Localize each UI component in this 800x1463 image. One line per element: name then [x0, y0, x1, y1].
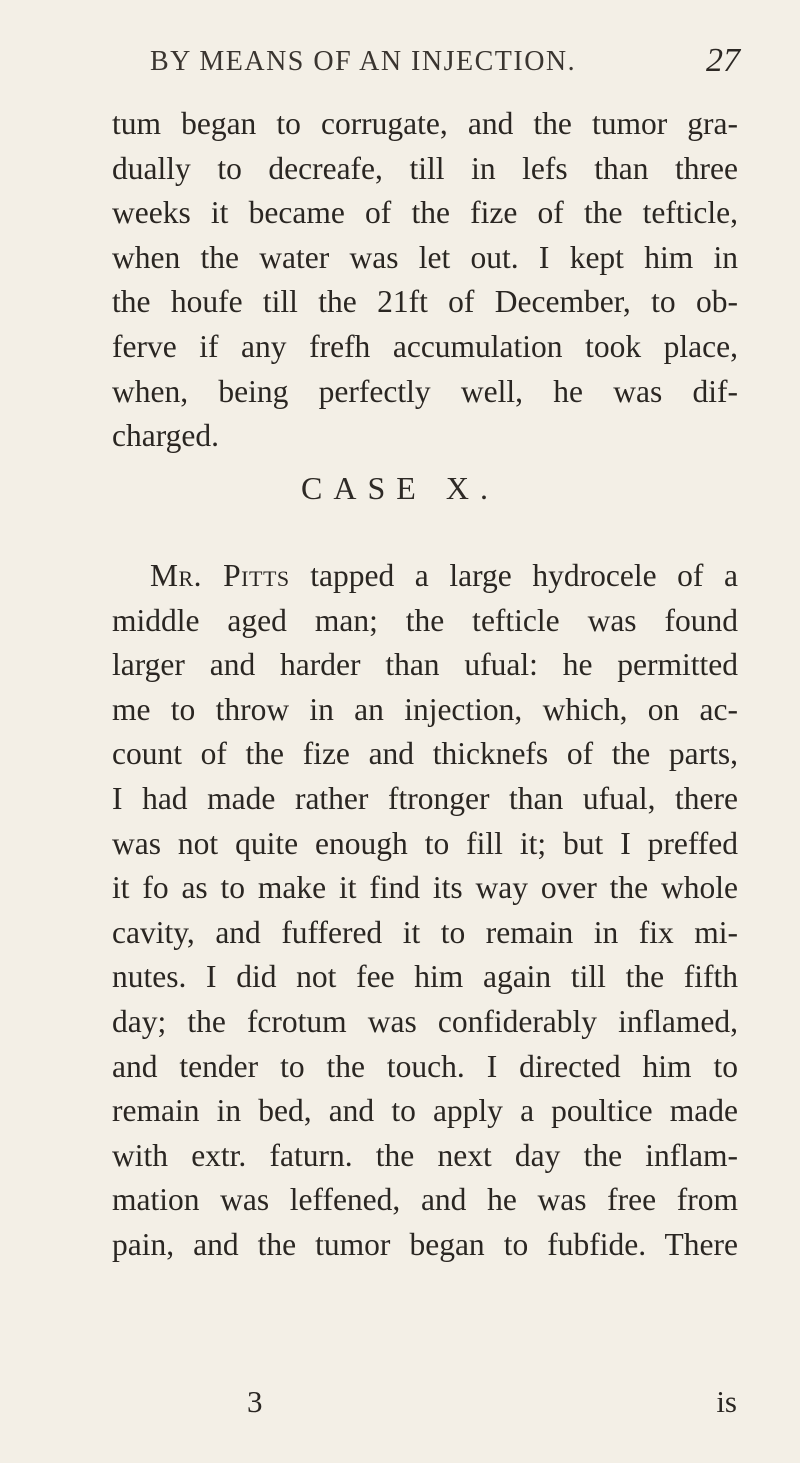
text-line-rest: tapped a large hydrocele of a: [310, 558, 738, 593]
text-line: larger and harder than ufual: he permitted: [112, 647, 738, 683]
text-line: mation was leffened, and he was free from: [112, 1182, 738, 1218]
text-line: with extr. faturn. the next day the inflam-: [112, 1137, 738, 1173]
text-line: the houfe till the 21ft of December, to ob-: [112, 284, 738, 320]
text-line: count of the fize and thicknefs of the parts,: [112, 736, 738, 772]
text-line: cavity, and fuffered it to remain in fix mi-: [112, 914, 738, 950]
text-line: when, being perfectly well, he was dif-: [112, 373, 738, 409]
signature-mark: 3: [247, 1384, 263, 1419]
text-line: weeks it became of the fize of the tefticle,: [112, 195, 738, 231]
running-head: BY MEANS OF AN INJECTION.: [150, 46, 577, 77]
text-line: charged.: [112, 418, 219, 454]
text-line: [112, 554, 738, 599]
catchword: is: [716, 1384, 737, 1419]
case-heading: CASE X.: [301, 470, 499, 506]
text-line: and tender to the touch. I directed him to: [112, 1048, 738, 1084]
author-name: Mr. Pitts: [150, 558, 290, 593]
text-line: middle aged man; the tefticle was found: [112, 602, 738, 638]
text-line: pain, and the tumor began to fubfide. There: [112, 1226, 738, 1262]
text-line: dually to decreafe, till in lefs than three: [112, 150, 738, 186]
text-line: nutes. I did not fee him again till the fifth: [112, 959, 738, 995]
text-line: me to throw in an injection, which, on ac-: [112, 691, 738, 727]
page-footer: [0, 1384, 800, 1424]
page-number: 27: [706, 42, 740, 79]
text-line: it fo as to make it find its way over the whole: [112, 870, 738, 906]
paragraph-1: [112, 102, 738, 459]
text-line: day; the fcrotum was confiderably inflamed,: [112, 1003, 738, 1039]
text-line: ferve if any frefh accumulation took place,: [112, 328, 738, 364]
text-line: was not quite enough to fill it; but I preffed: [112, 825, 738, 861]
paragraph-2: [112, 554, 738, 1268]
page-header: [150, 42, 740, 82]
text-line: when the water was let out. I kept him in: [112, 239, 738, 275]
text-line: remain in bed, and to apply a poultice made: [112, 1093, 738, 1129]
text-line: tum began to corrugate, and the tumor gra-: [112, 106, 738, 141]
text-line: I had made rather ftronger than ufual, there: [112, 780, 738, 816]
